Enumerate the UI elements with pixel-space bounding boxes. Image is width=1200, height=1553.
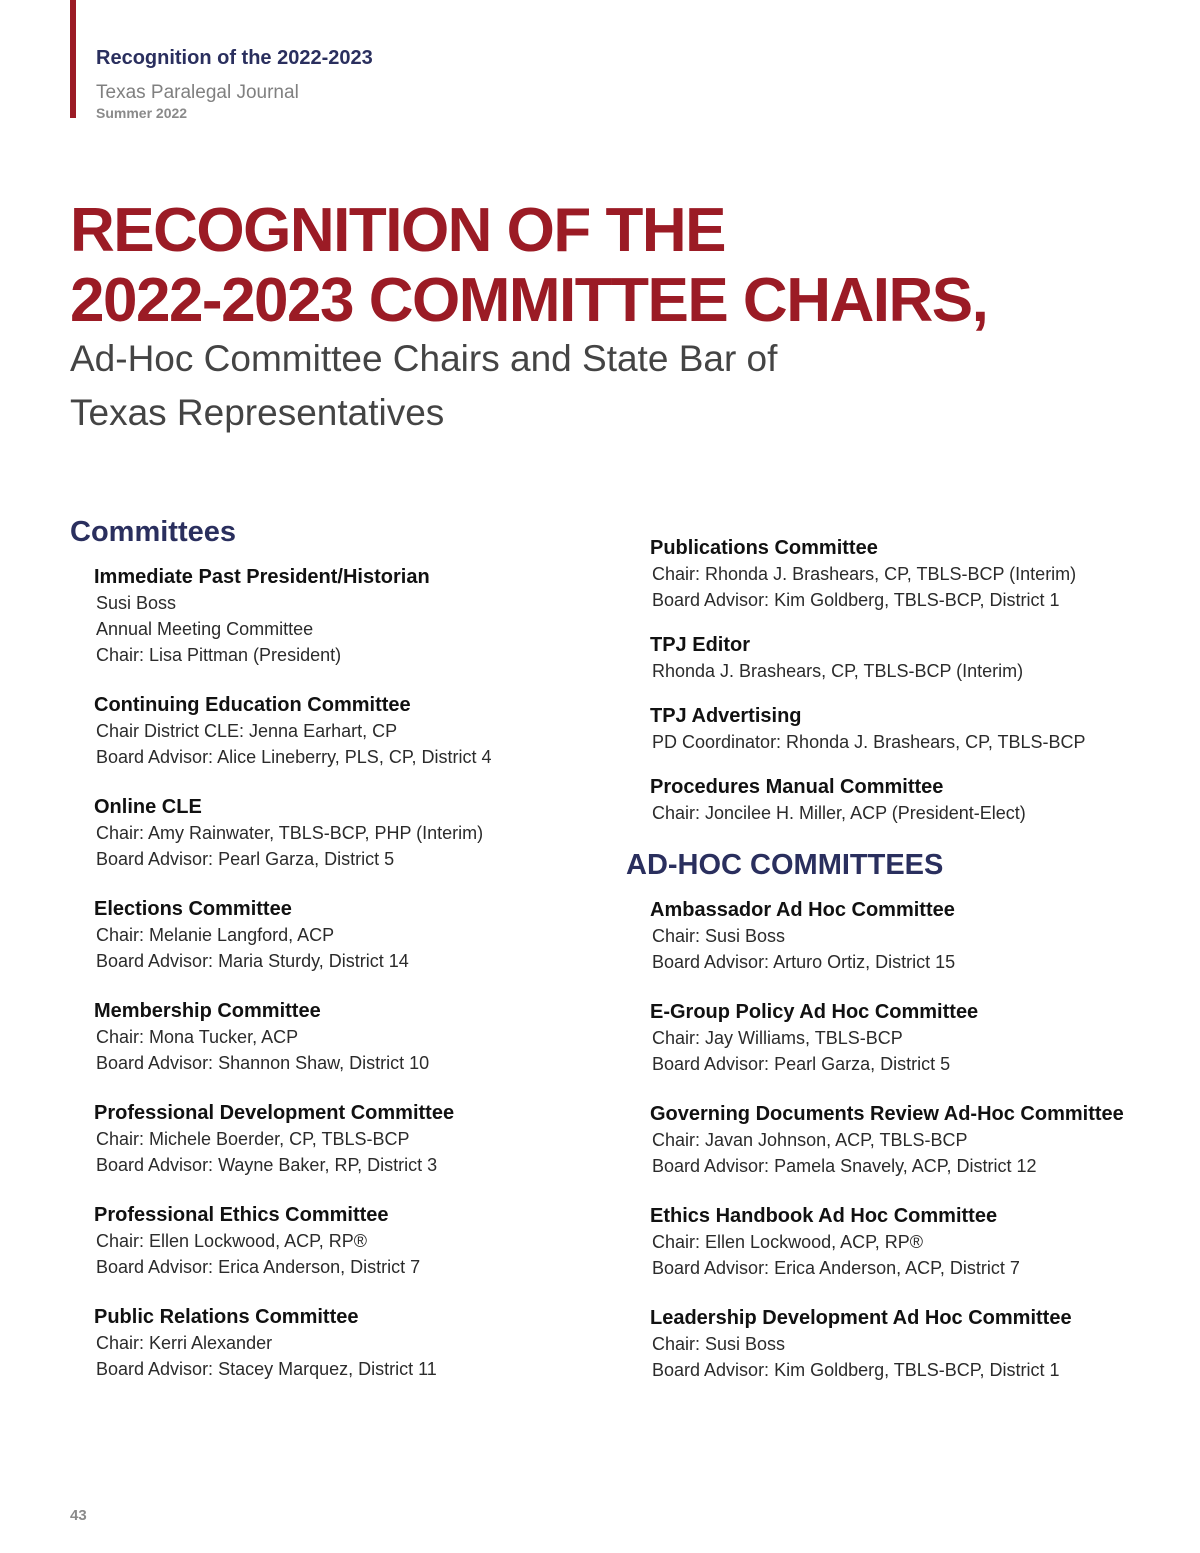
committee-entry [650, 897, 1146, 975]
adhoc-heading: AD-HOC COMMITTEES [626, 849, 944, 881]
left-column [70, 512, 590, 1406]
committee-detail-line: Chair: Kerri Alexander [96, 1333, 273, 1353]
committee-detail-line: Board Advisor: Erica Anderson, District 7 [96, 1257, 421, 1277]
committee-name: Leadership Development Ad Hoc Committee [650, 1307, 1072, 1329]
committee-detail-line: Board Advisor: Erica Anderson, ACP, District 7 [652, 1258, 1020, 1278]
committee-entry [94, 896, 590, 974]
journal-name: Texas Paralegal Journal [96, 82, 299, 103]
journal-issue: Summer 2022 [96, 105, 188, 121]
committee-detail-line: Chair: Rhonda J. Brashears, CP, TBLS-BCP (Interim) [652, 564, 1077, 584]
committee-entry [94, 564, 590, 668]
right-committees-list [626, 535, 1146, 826]
adhoc-committees-list [626, 897, 1146, 1383]
committee-detail-line: Susi Boss [96, 593, 177, 613]
page-number: 43 [70, 1507, 87, 1524]
committee-entry [650, 774, 1146, 826]
committee-detail-line: Chair: Javan Johnson, ACP, TBLS-BCP [652, 1130, 968, 1150]
committee-detail-line: Rhonda J. Brashears, CP, TBLS-BCP (Interim) [652, 661, 1024, 681]
subtitle-line-1: Ad-Hoc Committee Chairs and State Bar of [70, 338, 778, 379]
page-title-line-1: RECOGNITION OF THE [70, 196, 725, 265]
page-title [70, 196, 987, 336]
committee-entry [94, 692, 590, 770]
committee-name: Public Relations Committee [94, 1306, 359, 1328]
committee-detail-line: Board Advisor: Arturo Ortiz, District 15 [652, 952, 956, 972]
committee-entry [650, 703, 1146, 755]
committee-detail-line: Chair: Mona Tucker, ACP [96, 1027, 299, 1047]
committee-detail-line: Board Advisor: Kim Goldberg, TBLS-BCP, District 1 [652, 590, 1060, 610]
committee-detail-line: Chair: Joncilee H. Miller, ACP (President-Elect) [652, 803, 1026, 823]
page-title-line-2: 2022-2023 COMMITTEE CHAIRS, [70, 266, 988, 335]
committee-entry [94, 998, 590, 1076]
committee-detail-line: Chair District CLE: Jenna Earhart, CP [96, 721, 398, 741]
committee-detail-line: Chair: Ellen Lockwood, ACP, RP® [652, 1232, 924, 1252]
committee-name: Ethics Handbook Ad Hoc Committee [650, 1205, 998, 1227]
committee-detail-line: Chair: Ellen Lockwood, ACP, RP® [96, 1231, 368, 1251]
committee-detail-line: Board Advisor: Stacey Marquez, District 11 [96, 1359, 437, 1379]
committee-entry [650, 535, 1146, 613]
committee-detail-line: Chair: Melanie Langford, ACP [96, 925, 335, 945]
committee-detail-line: Board Advisor: Pamela Snavely, ACP, District 12 [652, 1156, 1037, 1176]
committee-detail-line: Board Advisor: Alice Lineberry, PLS, CP, District 4 [96, 747, 492, 767]
committee-detail-line: Chair: Jay Williams, TBLS-BCP [652, 1028, 903, 1048]
committee-name: Professional Development Committee [94, 1102, 455, 1124]
header-title: Recognition of the 2022-2023 [96, 47, 373, 69]
committee-name: Membership Committee [94, 1000, 321, 1022]
committee-entry [650, 1203, 1146, 1281]
committee-name: Immediate Past President/Historian [94, 566, 430, 588]
committee-detail-line: Board Advisor: Maria Sturdy, District 14 [96, 951, 409, 971]
right-column [626, 535, 1146, 1407]
committee-name: Online CLE [94, 796, 202, 818]
committee-detail-line: Chair: Susi Boss [652, 926, 786, 946]
committee-detail-line: Chair: Amy Rainwater, TBLS-BCP, PHP (Interim) [96, 823, 484, 843]
committee-detail-line: PD Coordinator: Rhonda J. Brashears, CP, TBLS-BCP [652, 732, 1086, 752]
committee-detail-line: Chair: Lisa Pittman (President) [96, 645, 342, 665]
committee-detail-line: Chair: Susi Boss [652, 1334, 786, 1354]
committee-entry [650, 1101, 1146, 1179]
committee-detail-line: Chair: Michele Boerder, CP, TBLS-BCP [96, 1129, 410, 1149]
committee-entry [94, 794, 590, 872]
page-subtitle [70, 332, 970, 440]
committee-name: Elections Committee [94, 898, 292, 920]
committee-detail-line: Board Advisor: Kim Goldberg, TBLS-BCP, District 1 [652, 1360, 1060, 1380]
subtitle-line-2: Texas Representatives [70, 392, 445, 433]
committees-heading: Committees [70, 516, 236, 548]
committee-name: TPJ Editor [650, 634, 751, 656]
committee-name: Ambassador Ad Hoc Committee [650, 899, 955, 921]
committee-name: E-Group Policy Ad Hoc Committee [650, 1001, 979, 1023]
committee-name: TPJ Advertising [650, 705, 802, 727]
committee-detail-line: Board Advisor: Pearl Garza, District 5 [652, 1054, 951, 1074]
committee-detail-line: Board Advisor: Shannon Shaw, District 10 [96, 1053, 430, 1073]
committee-detail-line: Board Advisor: Pearl Garza, District 5 [96, 849, 395, 869]
committee-name: Professional Ethics Committee [94, 1204, 389, 1226]
committees-list [70, 564, 590, 1382]
committee-name: Procedures Manual Committee [650, 776, 944, 798]
committee-name: Publications Committee [650, 537, 878, 559]
committee-entry [94, 1304, 590, 1382]
committee-name: Governing Documents Review Ad-Hoc Committee [650, 1103, 1124, 1125]
committee-entry [650, 999, 1146, 1077]
committee-entry [94, 1202, 590, 1280]
committee-name: Continuing Education Committee [94, 694, 411, 716]
committee-detail-line: Annual Meeting Committee [96, 619, 314, 639]
committee-entry [94, 1100, 590, 1178]
committee-detail-line: Board Advisor: Wayne Baker, RP, District 3 [96, 1155, 438, 1175]
committee-entry [650, 632, 1146, 684]
header-accent-bar [70, 0, 76, 118]
committee-entry [650, 1305, 1146, 1383]
